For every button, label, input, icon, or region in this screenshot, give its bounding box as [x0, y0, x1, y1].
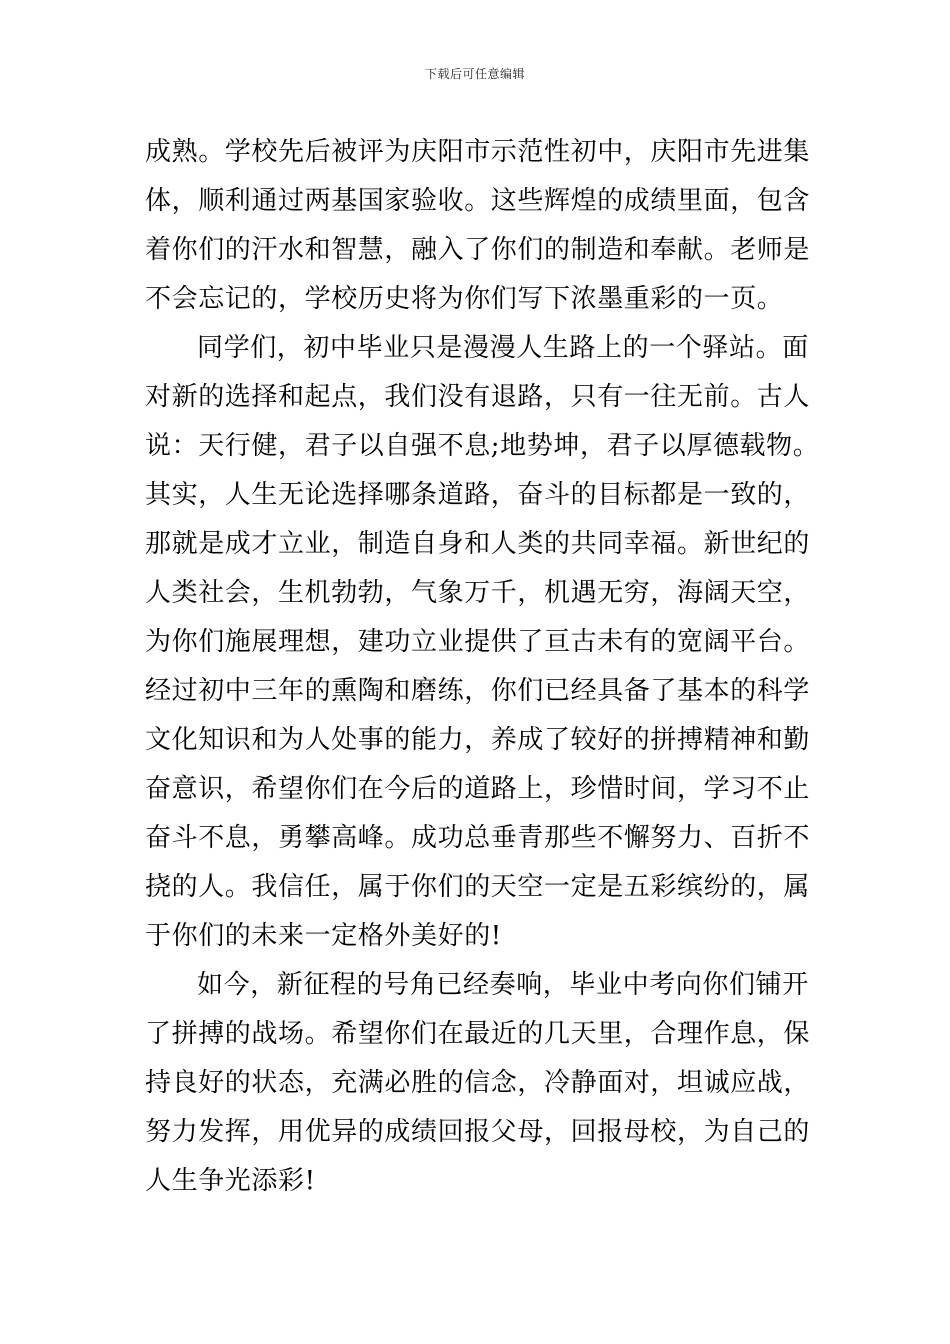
paragraph-1 [145, 128, 811, 324]
text-line: 奋斗不息，勇攀高峰。成功总垂青那些不懈努力、百折不 [145, 823, 811, 853]
text-line: 其实，人生无论选择哪条道路，奋斗的目标都是一致的， [145, 480, 811, 510]
text-line: 着你们的汗水和智慧，融入了你们的制造和奉献。老师是 [145, 235, 811, 265]
body-text [145, 128, 820, 1206]
paragraph-2 [145, 324, 820, 961]
text-line: 不会忘记的，学校历史将为你们写下浓墨重彩的一页。 [145, 284, 784, 314]
text-line: 经过初中三年的熏陶和磨练，你们已经具备了基本的科学 [145, 676, 811, 706]
text-line: 了拼搏的战场。希望你们在最近的几天里，合理作息，保 [145, 1019, 811, 1049]
text-line: 持良好的状态，充满必胜的信念，冷静面对，坦诚应战， [145, 1068, 811, 1098]
text-line: 为你们施展理想，建功立业提供了亘古未有的宽阔平台。 [145, 627, 811, 657]
text-line: 人类社会，生机勃勃，气象万千，机遇无穷，海阔天空， [145, 578, 811, 608]
text-line: 文化知识和为人处事的能力，养成了较好的拼搏精神和勤 [145, 725, 811, 755]
text-line: 如今，新征程的号角已经奏响，毕业中考向你们铺开 [197, 970, 809, 1000]
text-line: 说：天行健，君子以自强不息;地势坤，君子以厚德载物。 [145, 431, 820, 461]
text-line: 奋意识，希望你们在今后的道路上，珍惜时间，学习不止 [145, 774, 811, 804]
text-line: 体，顺利通过两基国家验收。这些辉煌的成绩里面，包含 [145, 186, 811, 216]
text-line: 同学们，初中毕业只是漫漫人生路上的一个驿站。面 [197, 333, 809, 363]
paragraph-3 [145, 961, 811, 1206]
text-line: 人生争光添彩! [145, 1166, 316, 1196]
header-note: 下载后可任意编辑 [424, 67, 525, 81]
text-line: 成熟。学校先后被评为庆阳市示范性初中，庆阳市先进集 [145, 137, 811, 167]
text-line: 挠的人。我信任，属于你们的天空一定是五彩缤纷的，属 [145, 872, 811, 902]
text-line: 对新的选择和起点，我们没有退路，只有一往无前。古人 [145, 382, 811, 412]
text-line: 于你们的未来一定格外美好的! [145, 921, 502, 951]
text-line: 努力发挥，用优异的成绩回报父母，回报母校，为自己的 [145, 1117, 811, 1147]
text-line: 那就是成才立业，制造自身和人类的共同幸福。新世纪的 [145, 529, 811, 559]
